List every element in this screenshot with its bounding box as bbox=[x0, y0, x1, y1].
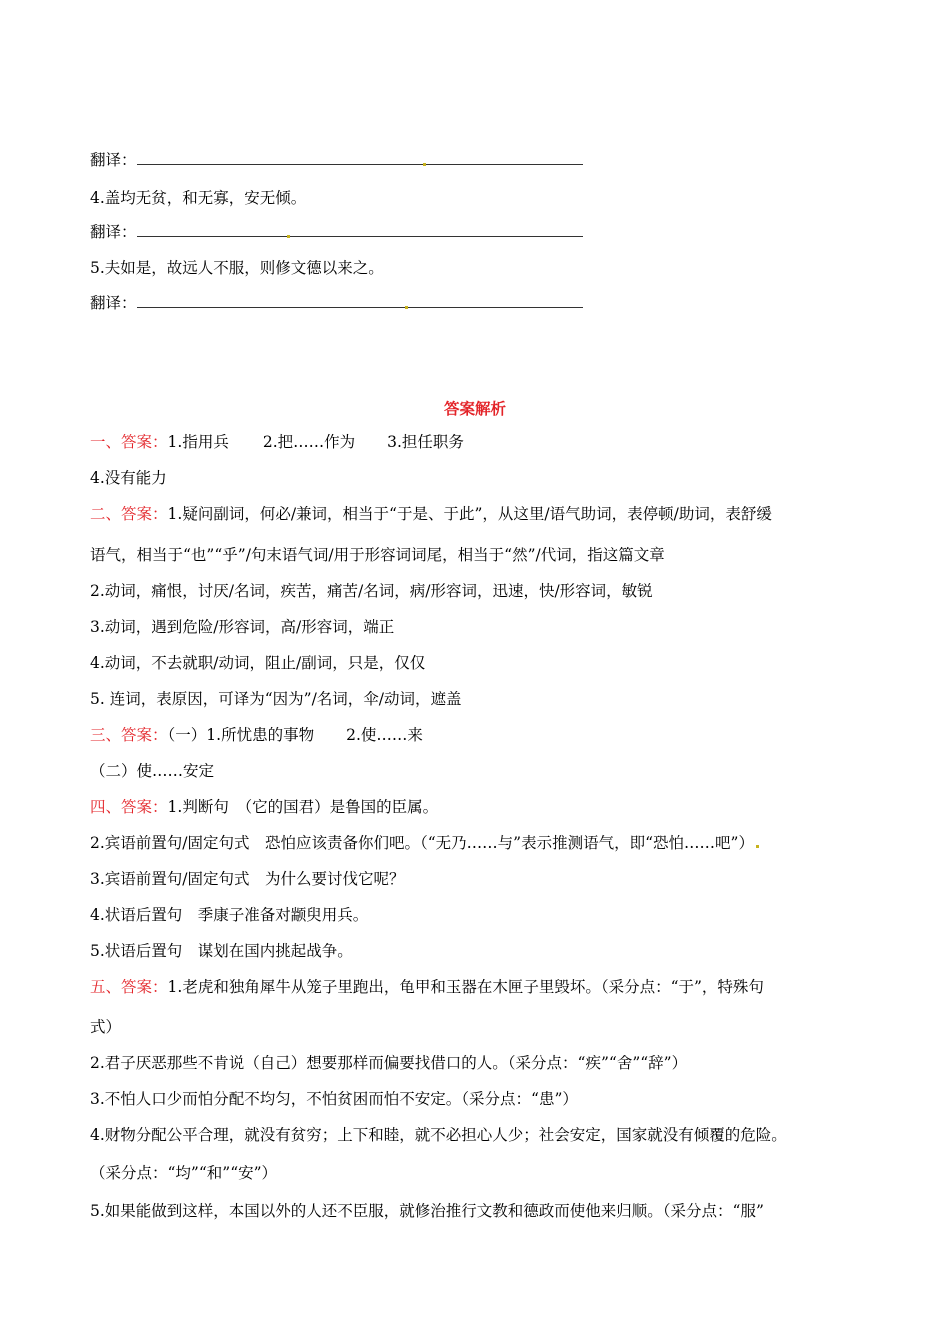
answer-line: 语气，相当于“也”“乎”/句末语气词/用于形容词词尾，相当于“然”/代词，指这篇文章 bbox=[90, 546, 665, 564]
answer-line: 3.动词，遇到危险/形容词，高/形容词，端正 bbox=[90, 618, 395, 636]
translation-label: 翻译： bbox=[90, 294, 137, 312]
question-5: 5.夫如是，故远人不服，则修文德以来之。 bbox=[90, 259, 384, 277]
answer-line: 4.动词，不去就职/动词，阻止/副词，只是，仅仅 bbox=[90, 654, 426, 672]
answer-section-5: 五、答案：1.老虎和独角犀牛从笼子里跑出，龟甲和玉器在木匣子里毁坏。（采分点：“于”，特殊句 bbox=[90, 978, 764, 996]
answer-line: 式） bbox=[90, 1018, 122, 1036]
question-4: 4.盖均无贫，和无寡，安无倾。 bbox=[90, 189, 307, 207]
answer-line: （二）使……安定 bbox=[90, 762, 215, 780]
answer-tag: 答案： bbox=[121, 505, 168, 523]
answer-section-4: 四、答案：1.判断句 （它的国君）是鲁国的臣属。 bbox=[90, 798, 439, 816]
answer-line: 5.如果能做到这样，本国以外的人还不臣服，就修治推行文教和德政而使他来归顺。（采分点：“服” bbox=[90, 1202, 764, 1220]
answer-line: 2.动词，痛恨，讨厌/名词，疾苦，痛苦/名词，病/形容词，迅速，快/形容词，敏锐 bbox=[90, 582, 653, 600]
answer-line: （采分点：“均”“和”“安”） bbox=[90, 1164, 278, 1182]
answer-section-3: 三、答案：（一）1.所忧患的事物 2.使……来 bbox=[90, 726, 423, 744]
answer-section-2: 二、答案：1.疑问副词，何必/兼词，相当于“于是、于此”，从这里/语气助词，表停顿/助词，表舒缓 bbox=[90, 505, 772, 523]
translation-label: 翻译： bbox=[90, 151, 137, 169]
answer-line: 5. 连词，表原因，可译为“因为”/名词，伞/动词，遮盖 bbox=[90, 690, 462, 708]
answer-tag: 答案： bbox=[121, 798, 168, 816]
answer-line: 5.状语后置句 谋划在国内挑起战争。 bbox=[90, 942, 353, 960]
translation-label: 翻译： bbox=[90, 223, 137, 241]
translation-line-5 bbox=[90, 293, 583, 313]
answer-blank[interactable] bbox=[137, 150, 583, 165]
answer-line: 2.君子厌恶那些不肯说（自己）想要那样而偏要找借口的人。（采分点：“疾”“舍”“辞”） bbox=[90, 1054, 688, 1072]
answer-line: 4.财物分配公平合理，就没有贫穷；上下和睦，就不必担心人少；社会安定，国家就没有倾覆的危险。 bbox=[90, 1126, 787, 1144]
answer-line: 3.宾语前置句/固定句式 为什么要讨伐它呢？ bbox=[90, 870, 405, 888]
answer-tag: 答案： bbox=[121, 978, 168, 996]
answer-tag: 答案： bbox=[121, 433, 168, 451]
translation-line-4 bbox=[90, 222, 583, 242]
answer-blank[interactable] bbox=[137, 222, 583, 237]
translation-line-3 bbox=[90, 150, 583, 170]
answer-line: 4.没有能力 bbox=[90, 469, 167, 487]
answers-title: 答案解析 bbox=[443, 399, 506, 418]
answer-line: 4.状语后置句 季康子准备对颛臾用兵。 bbox=[90, 906, 369, 924]
answer-tag: 答案： bbox=[121, 726, 168, 744]
answer-line: 2.宾语前置句/固定句式 恐怕应该责备你们吧。（“无乃……与”表示推测语气，即“恐怕……吧”） bbox=[90, 833, 759, 853]
answer-section-1: 一、答案：1.指用兵 2.把……作为 3.担任职务 bbox=[90, 433, 464, 451]
answer-line: 3.不怕人口少而怕分配不均匀，不怕贫困而怕不安定。（采分点：“患”） bbox=[90, 1090, 578, 1108]
answer-blank[interactable] bbox=[137, 293, 583, 308]
